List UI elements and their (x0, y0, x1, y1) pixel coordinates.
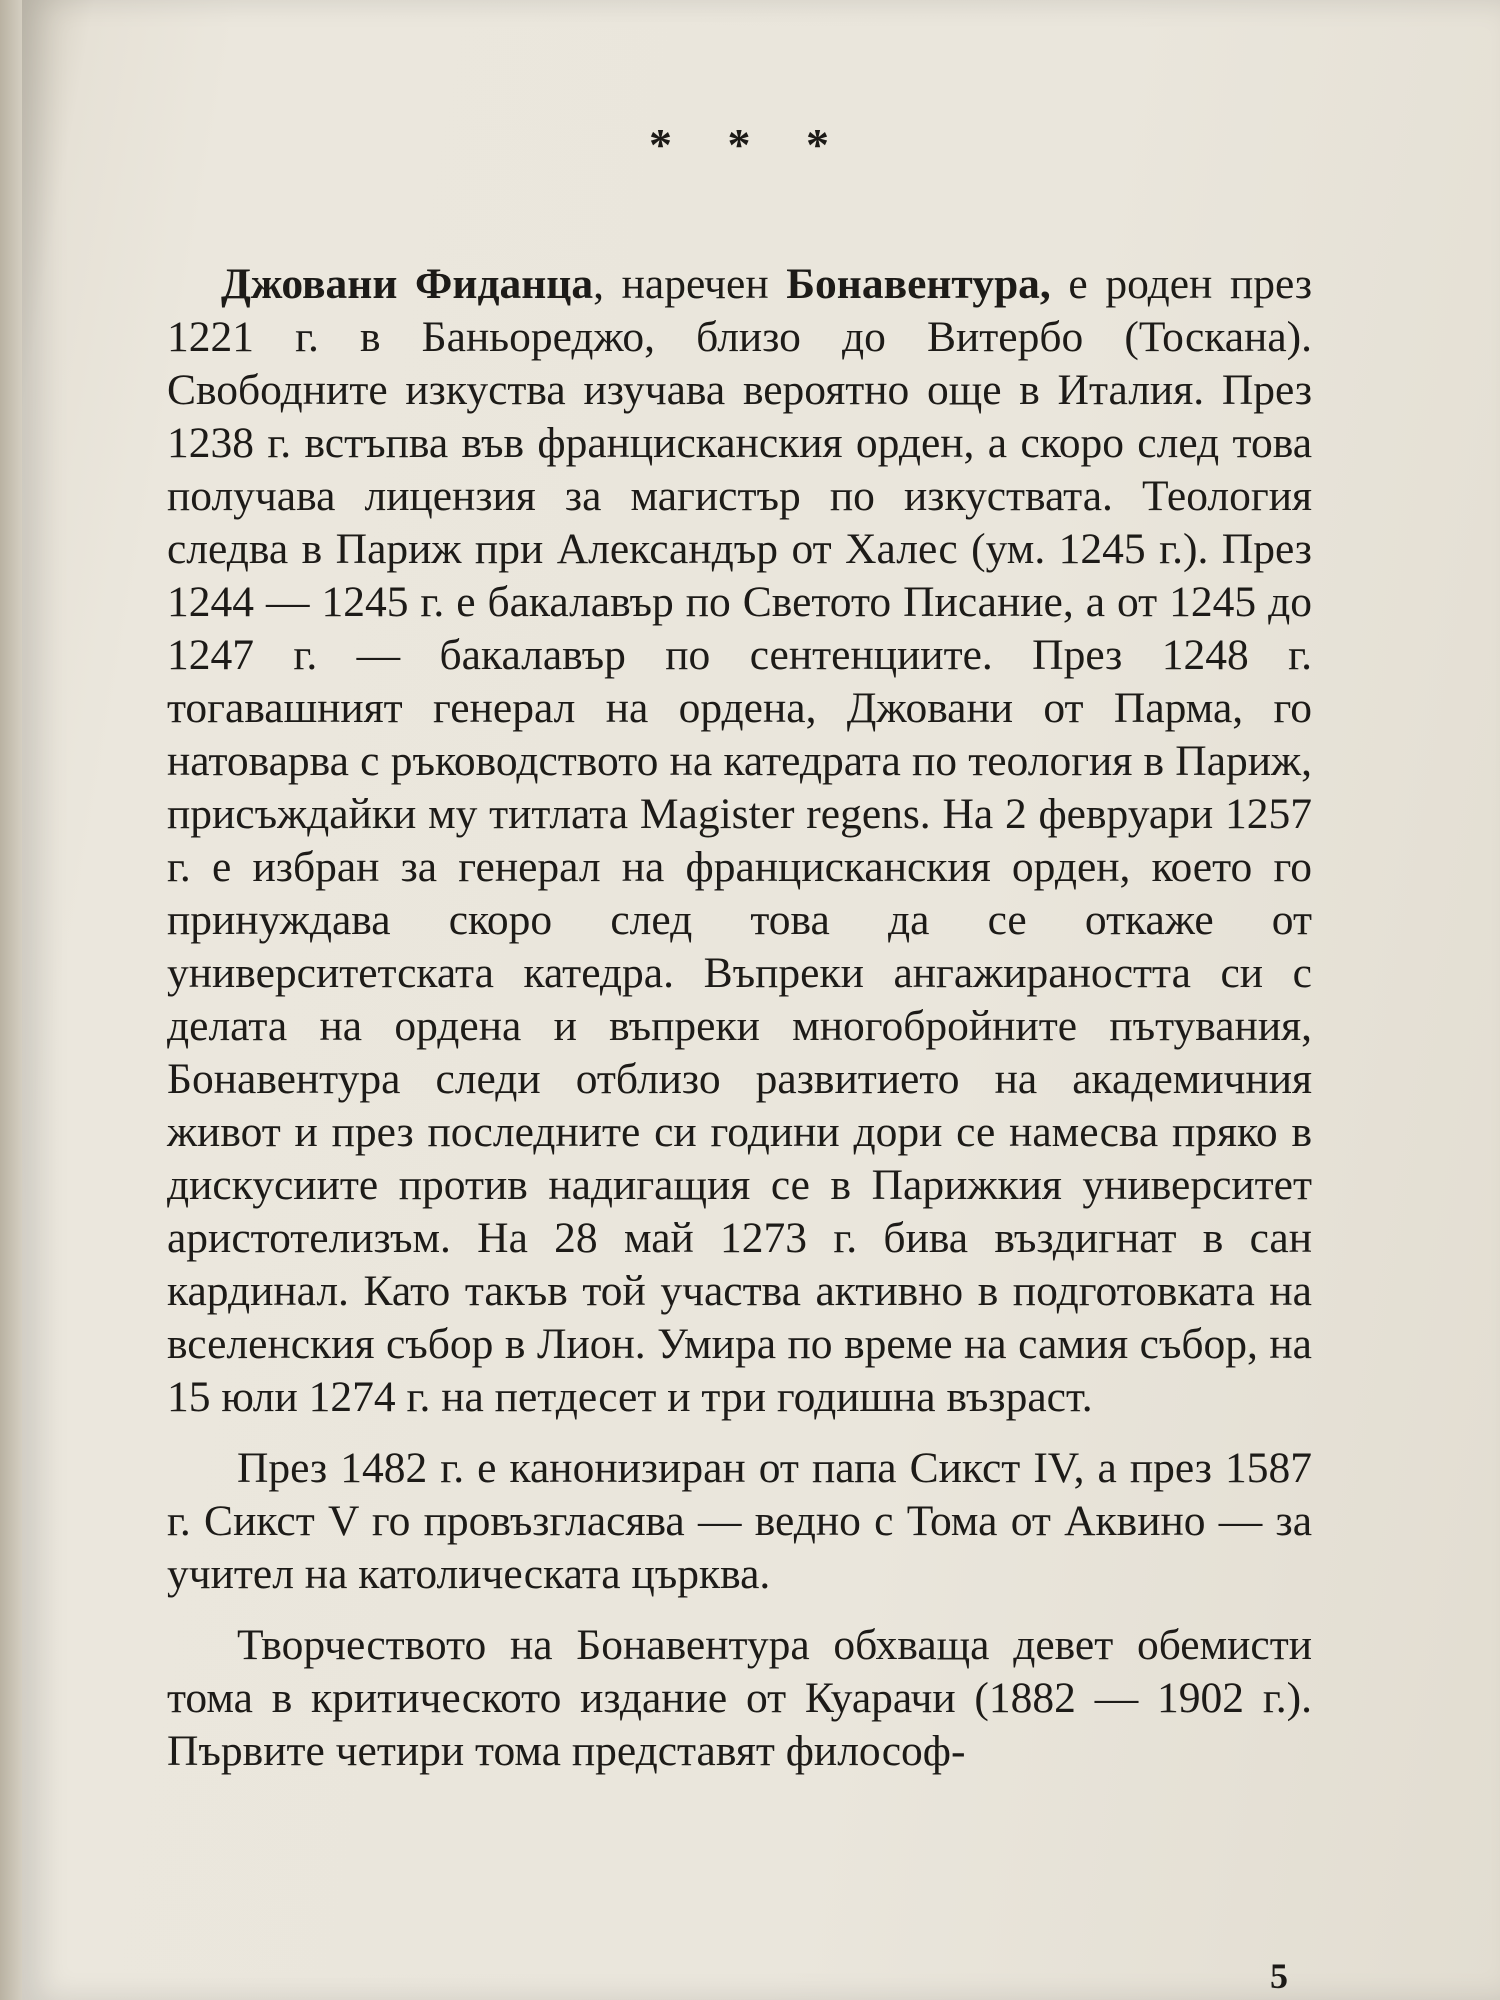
author-name: Джовани Фиданца (221, 260, 594, 308)
paragraph-works: Творчеството на Бонавентура обхваща девет обемисти тома в критическото издание от Куарачи (1882 — 1902 г.). Първите четири тома представят философ- (167, 1621, 1312, 1775)
body-text (167, 258, 1312, 1796)
section-separator: * * * (649, 119, 851, 170)
page-number: 5 (1270, 1956, 1288, 1996)
book-gutter (0, 0, 22, 2000)
author-alias: Бонавентура, (786, 260, 1051, 308)
paragraph-canonization: През 1482 г. е канонизиран от папа Сикст IV, а през 1587 г. Сикст V го провъзгласява — ведно с Тома от Аквино — за учител на католическата църква. (167, 1444, 1312, 1598)
text-span: е роден през 1221 г. в Баньореджо, близо до Витербо (Тоскана). Свободните изкуства изучава вероятно още в Италия. През 1238 г. встъпва във францисканския орден, а скоро след това получава лицензия за магистър по изкуствата. Теология следва в Париж при Александър от Халес (ум. 1245 г.). През 1244 — 1245 г. е бакалавър по Светото Писание, а от 1245 до 1247 г. — бакалавър по сентенциите. През 1248 г. тогавашният генерал на ордена, Джовани от Парма, го натоварва с ръководството на катедрата по теология в Париж, присъждайки му титлата Magister regens. На 2 февруари 1257 г. е избран за генерал на францисканския орден, което го принуждава скоро след това да се откаже от университетската катедра. Въпреки ангажираността си с делата на ордена и въпреки многобройните пътувания, Бонавентура следи отблизо развитието на академичния живот и през последните си години дори се намесва пряко в дискусиите против надигащия се в Парижкия университет аристотелизъм. На 28 май 1273 г. бива въздигнат в сан кардинал. Като такъв той участва активно в подготовката на вселенския събор в Лион. Умира по време на самия събор, на 15 юли 1274 г. на петдесет и три годишна възраст. (167, 260, 1312, 1421)
paragraph-biography (167, 258, 1312, 1424)
text-span: , наречен (593, 260, 787, 308)
